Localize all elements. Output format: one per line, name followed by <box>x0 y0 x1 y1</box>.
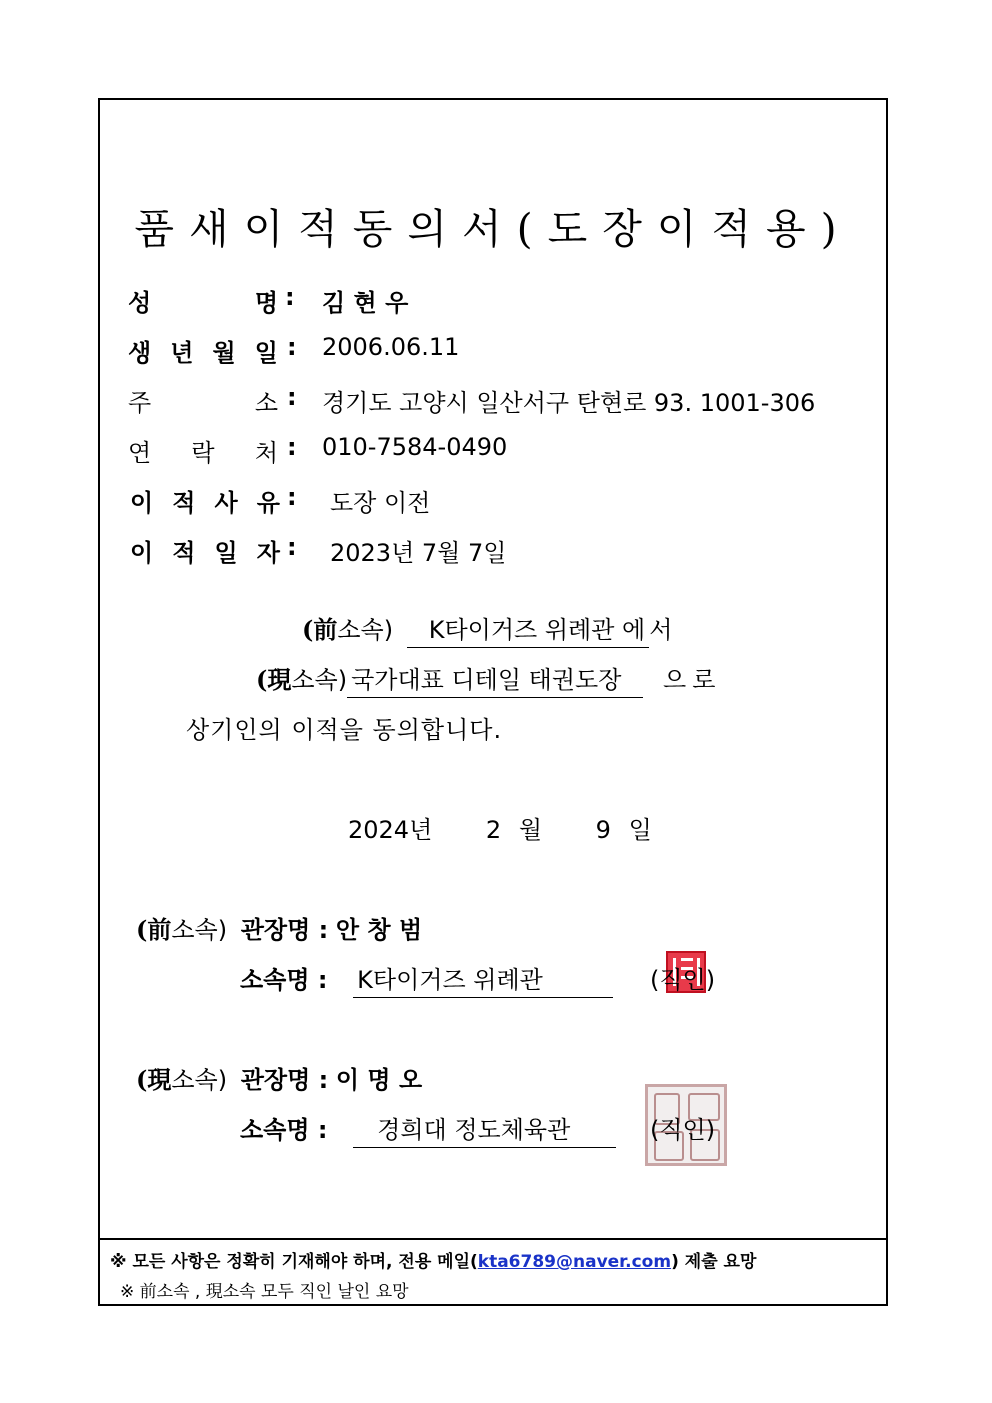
field-value: 010-7584-0490 <box>322 433 508 461</box>
prev-director-label: 관장명 : <box>240 916 329 944</box>
field-colon: : <box>285 283 295 311</box>
curr-suffix: 으로 <box>663 666 722 694</box>
curr-affil-line <box>240 1110 616 1148</box>
field-label <box>128 283 278 318</box>
prev-seal-note: (직인) <box>650 966 716 994</box>
field-value: 경기도 고양시 일산서구 탄현로 93. 1001-306 <box>322 389 816 417</box>
field-label-char: 사 <box>214 489 238 517</box>
prev-hanja: (前 <box>302 615 338 644</box>
field-label-char: 성 <box>128 289 152 317</box>
footer-note-2: ※ 前소속 , 現소속 모두 직인 날인 요망 <box>120 1282 409 1302</box>
prev-affil-line <box>240 960 613 998</box>
document-title: 품새이적동의서(도장이적용) <box>134 205 852 253</box>
field-colon: : <box>287 533 297 561</box>
curr-sign-label: 소속) <box>171 1066 228 1094</box>
curr-affiliation-line <box>256 660 721 698</box>
prev-affil-name: K타이거즈 위례관 <box>353 960 613 998</box>
field-label-char: 유 <box>256 489 280 517</box>
signing-date <box>348 810 652 845</box>
prev-suffix: 서 <box>649 616 673 644</box>
footer-divider <box>98 1238 888 1240</box>
field-label-char: 일 <box>254 339 278 367</box>
field-label <box>130 483 280 518</box>
field-colon: : <box>287 483 297 511</box>
prev-affiliation-line <box>302 610 672 648</box>
field-label-char: 생 <box>128 339 152 367</box>
date-month: 2 <box>485 816 502 844</box>
field-value: 2006.06.11 <box>322 333 460 361</box>
email-link[interactable]: kta6789@naver.com <box>477 1252 672 1272</box>
curr-affil-label: 소속명 : <box>240 1116 328 1144</box>
consent-statement: 상기인의 이적을 동의합니다. <box>186 716 503 744</box>
field-label-char: 락 <box>191 439 215 467</box>
date-day-unit: 일 <box>628 816 652 844</box>
field-colon: : <box>287 383 297 411</box>
field-label-char: 소 <box>254 389 278 417</box>
curr-hanja: (現 <box>256 665 292 694</box>
field-label <box>130 533 280 568</box>
curr-gym-name: 국가대표 디테일 태권도장 <box>347 660 643 698</box>
curr-seal-note: (직인) <box>650 1116 716 1144</box>
curr-label: 소속) <box>291 666 348 694</box>
field-label-char: 명 <box>254 289 278 317</box>
date-day: 9 <box>595 816 611 844</box>
field-label-char: 자 <box>256 539 280 567</box>
field-label-char: 적 <box>172 539 196 567</box>
field-label-char: 월 <box>212 339 236 367</box>
prev-gym-name: K타이거즈 위례관 에 <box>407 610 649 648</box>
field-colon: : <box>287 433 297 461</box>
date-month-unit: 월 <box>518 816 543 844</box>
date-year: 2024년 <box>348 816 433 844</box>
field-label-char: 주 <box>128 389 152 417</box>
curr-sign-hanja: (現 <box>136 1065 172 1094</box>
field-label-char: 일 <box>214 539 238 567</box>
prev-affil-label: 소속명 : <box>240 966 328 994</box>
curr-affil-name: 경희대 정도체육관 <box>353 1110 616 1148</box>
field-value: 김 현 우 <box>322 289 409 317</box>
prev-sign-label: 소속) <box>171 916 228 944</box>
footer-note-1-text: ※ 모든 사항은 정확히 기재해야 하며, 전용 메일( <box>110 1252 478 1272</box>
field-value: 2023년 7월 7일 <box>330 539 507 567</box>
prev-director-line <box>136 910 422 945</box>
field-label <box>128 333 278 368</box>
prev-sign-hanja: (前 <box>136 915 172 944</box>
curr-director-name: 이 명 오 <box>335 1066 423 1094</box>
field-label <box>128 383 278 418</box>
field-label-char: 연 <box>128 439 152 467</box>
prev-director-name: 안 창 범 <box>335 916 423 944</box>
field-colon: : <box>287 333 297 361</box>
field-label-char: 이 <box>130 489 154 517</box>
field-label-char: 적 <box>172 489 196 517</box>
field-label-char: 처 <box>254 439 278 467</box>
curr-director-label: 관장명 : <box>240 1066 329 1094</box>
footer-note-1 <box>110 1247 756 1272</box>
field-label-char: 이 <box>130 539 154 567</box>
field-label-char: 년 <box>170 339 194 367</box>
curr-director-line <box>136 1060 422 1095</box>
footer-note-1-end: ) 제출 요망 <box>671 1252 757 1272</box>
field-value: 도장 이전 <box>330 489 431 517</box>
field-label <box>128 433 278 468</box>
prev-label: 소속) <box>337 616 394 644</box>
